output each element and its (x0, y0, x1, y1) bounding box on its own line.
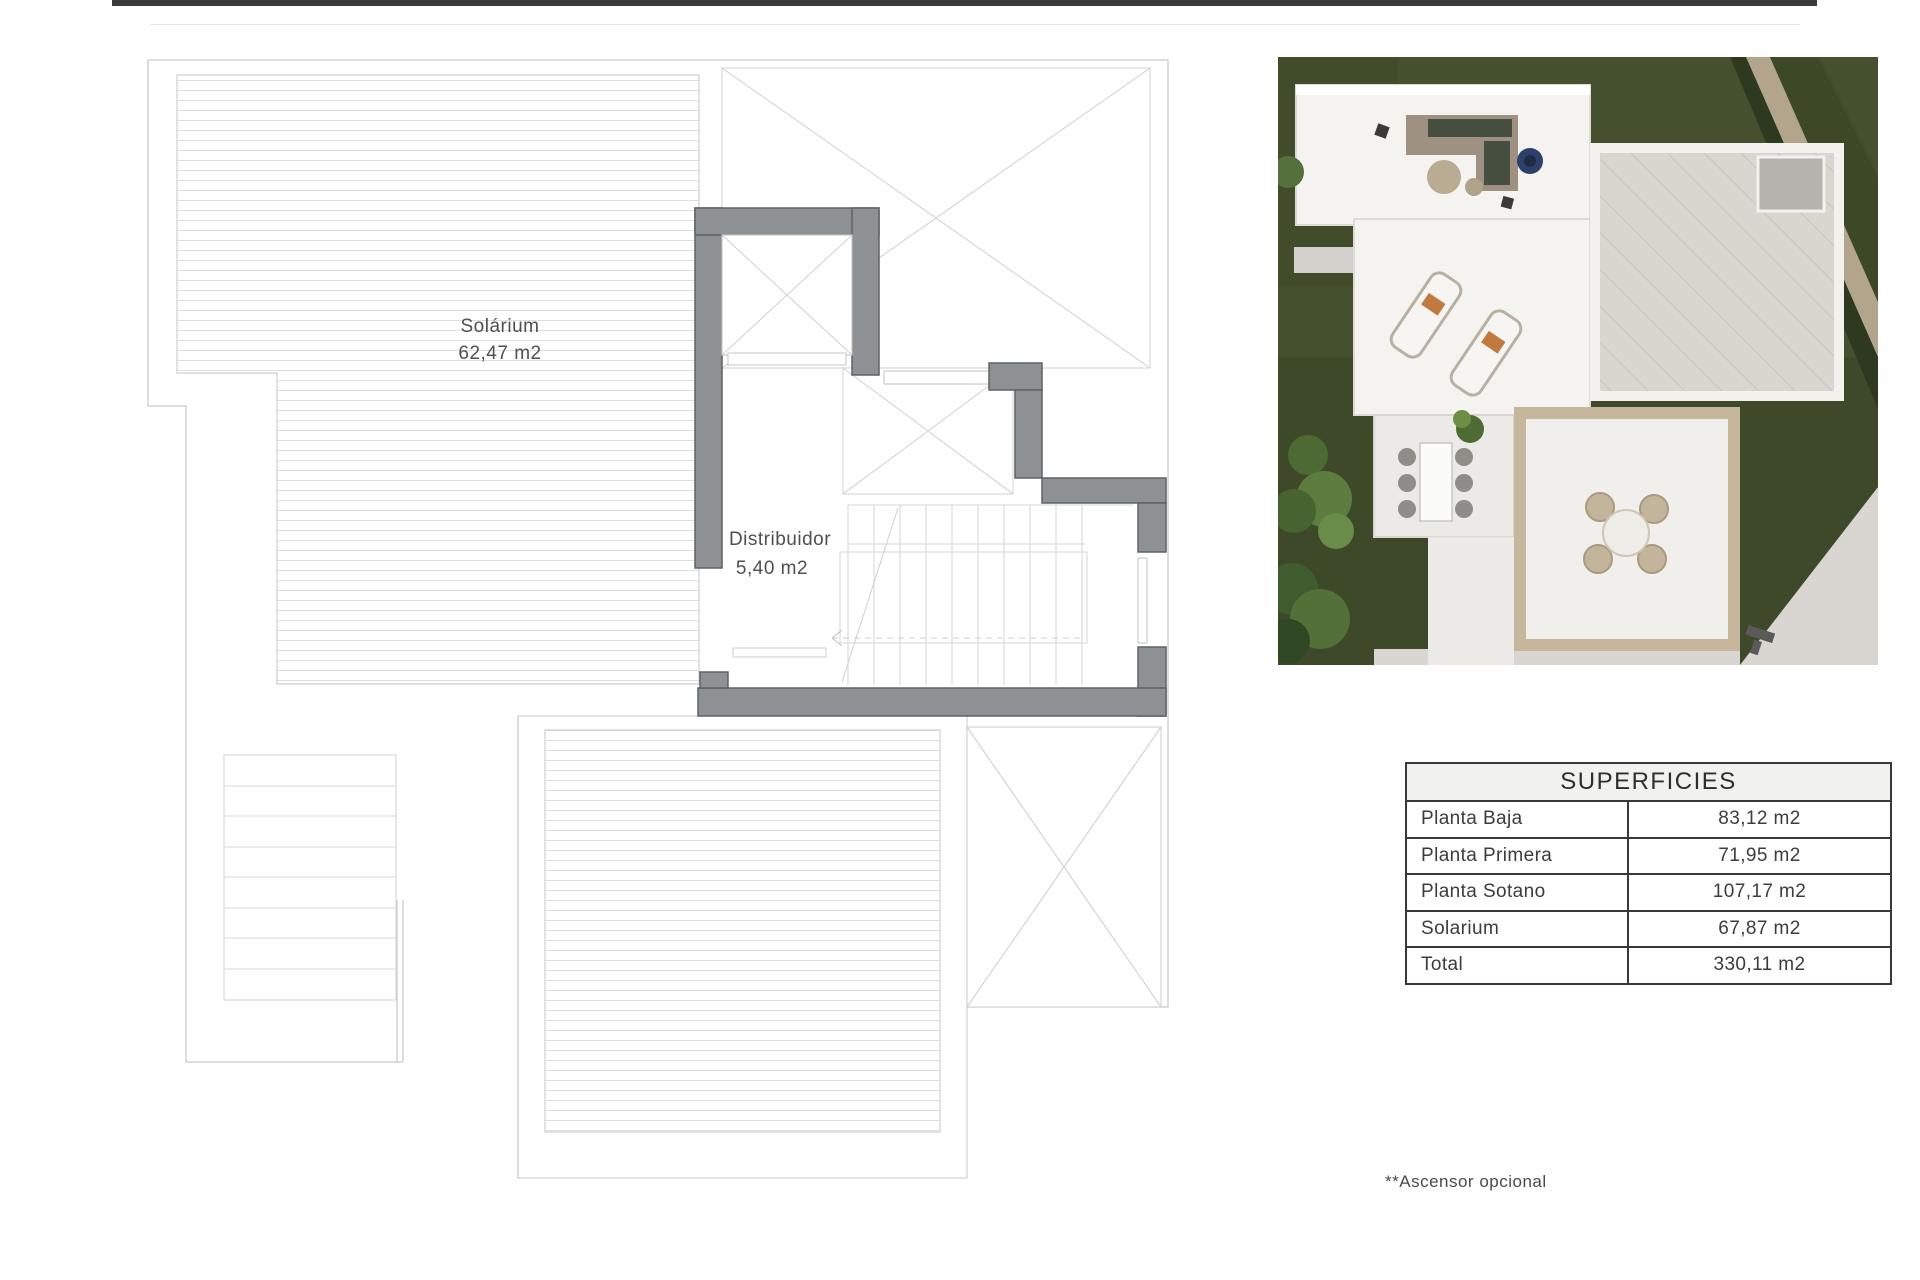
row-value: 330,11 m2 (1713, 954, 1806, 976)
row-label: Planta Primera (1407, 839, 1629, 874)
row-label: Planta Sotano (1407, 875, 1629, 910)
solarium-area: 62,47 m2 (458, 343, 542, 364)
surfaces-table (1405, 762, 1892, 985)
row-value: 83,12 m2 (1718, 808, 1801, 830)
row-label: Total (1407, 948, 1629, 983)
stone-terrace (1514, 407, 1740, 651)
tiled-roof (1590, 143, 1844, 401)
deck-edge-mark (733, 648, 826, 657)
roof-cross-bottom (967, 727, 1161, 1007)
top-faint-line (150, 24, 1800, 25)
distribuidor-area: 5,40 m2 (735, 558, 809, 579)
solarium-deck (177, 75, 699, 684)
floor-plan (140, 50, 1180, 1185)
row-value: 107,17 m2 (1712, 881, 1807, 903)
roof-cross-small (843, 368, 1013, 494)
elevator-note: **Ascensor opcional (1385, 1172, 1547, 1191)
solarium-label: Solárium (460, 316, 540, 337)
exterior-steps (224, 755, 396, 1000)
elevator-shaft (722, 235, 852, 365)
table-row (1407, 912, 1890, 949)
row-label: Planta Baja (1407, 802, 1629, 837)
row-value: 67,87 m2 (1718, 917, 1801, 939)
lower-deck (545, 730, 940, 1132)
surfaces-table-title: SUPERFICIES (1407, 764, 1890, 802)
table-row (1407, 948, 1890, 983)
distribuidor-label: Distribuidor (728, 529, 832, 550)
table-row (1407, 839, 1890, 876)
row-value: 71,95 m2 (1718, 844, 1801, 866)
table-row (1407, 875, 1890, 912)
row-label: Solarium (1407, 912, 1629, 947)
table-row (1407, 802, 1890, 839)
top-rule-bar (112, 0, 1817, 6)
staircase (832, 505, 1133, 685)
aerial-photo (1278, 57, 1878, 665)
